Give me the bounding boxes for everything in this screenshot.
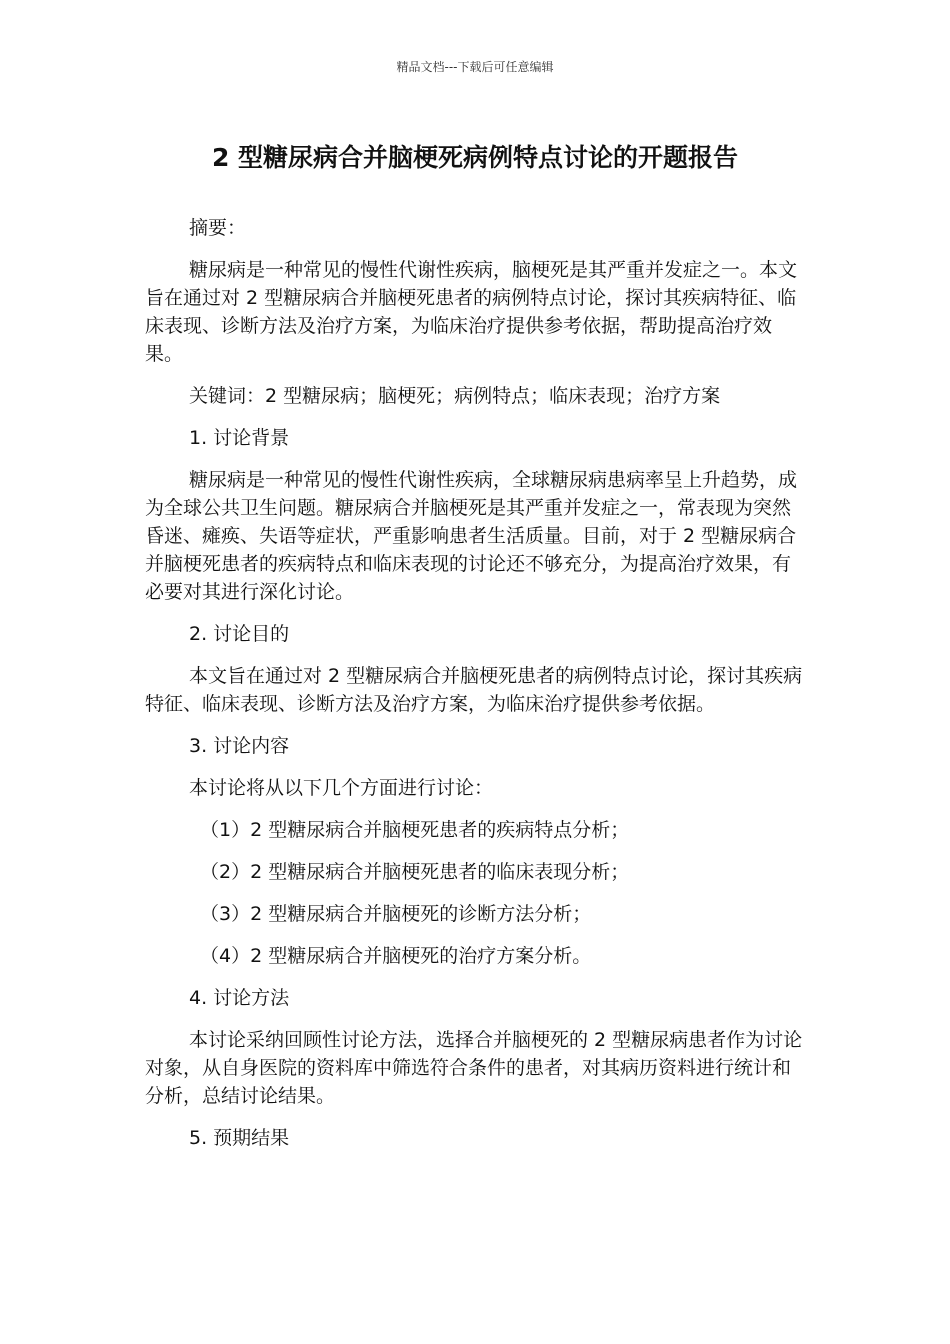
section-heading-background: 1. 讨论背景 [189, 427, 290, 449]
content-list-item: （2）2 型糖尿病合并脑梗死患者的临床表现分析； [200, 861, 630, 883]
section-intro-content: 本讨论将从以下几个方面进行讨论： [189, 777, 494, 799]
section-text-background: 糖尿病是一种常见的慢性代谢性疾病，全球糖尿病患病率呈上升趋势，成为全球公共卫生问题。糖尿病合并脑梗死是其严重并发症之一，常表现为突然昏迷、瘫痪、失语等症状，严重影响患者生活质量。目前，对于 2 型糖尿病合并脑梗死患者的疾病特点和临床表现的讨论还不够充分，为提高治疗效果，有必要对其进行深化讨论。 [145, 469, 798, 603]
abstract-heading: 摘要： [189, 217, 247, 239]
content-list-item: （1）2 型糖尿病合并脑梗死患者的疾病特点分析； [200, 819, 630, 841]
header-note: 精品文档---下载后可任意编辑 [396, 60, 554, 74]
section-heading-content: 3. 讨论内容 [189, 735, 290, 757]
section-heading-method: 4. 讨论方法 [189, 987, 290, 1009]
section-text-method: 本讨论采纳回顾性讨论方法，选择合并脑梗死的 2 型糖尿病患者作为讨论对象，从自身医院的资料库中筛选符合条件的患者，对其病历资料进行统计和分析，总结讨论结果。 [145, 1029, 803, 1107]
section-text-purpose: 本文旨在通过对 2 型糖尿病合并脑梗死患者的病例特点讨论，探讨其疾病特征、临床表现、诊断方法及治疗方案，为临床治疗提供参考依据。 [145, 665, 803, 715]
document-title: 2 型糖尿病合并脑梗死病例特点讨论的开题报告 [211, 143, 739, 172]
document-body [145, 214, 807, 1166]
content-list-item: （3）2 型糖尿病合并脑梗死的诊断方法分析； [200, 903, 592, 925]
keywords: 关键词：2 型糖尿病；脑梗死；病例特点；临床表现；治疗方案 [189, 385, 721, 407]
section-heading-expected: 5. 预期结果 [189, 1127, 290, 1149]
abstract-text: 糖尿病是一种常见的慢性代谢性疾病，脑梗死是其严重并发症之一。本文旨在通过对 2 型糖尿病合并脑梗死患者的病例特点讨论，探讨其疾病特征、临床表现、诊断方法及治疗方案，为临床治疗提供参考依据，帮助提高治疗效果。 [145, 259, 798, 365]
content-list-item: （4）2 型糖尿病合并脑梗死的治疗方案分析。 [200, 945, 592, 967]
section-heading-purpose: 2. 讨论目的 [189, 623, 290, 645]
